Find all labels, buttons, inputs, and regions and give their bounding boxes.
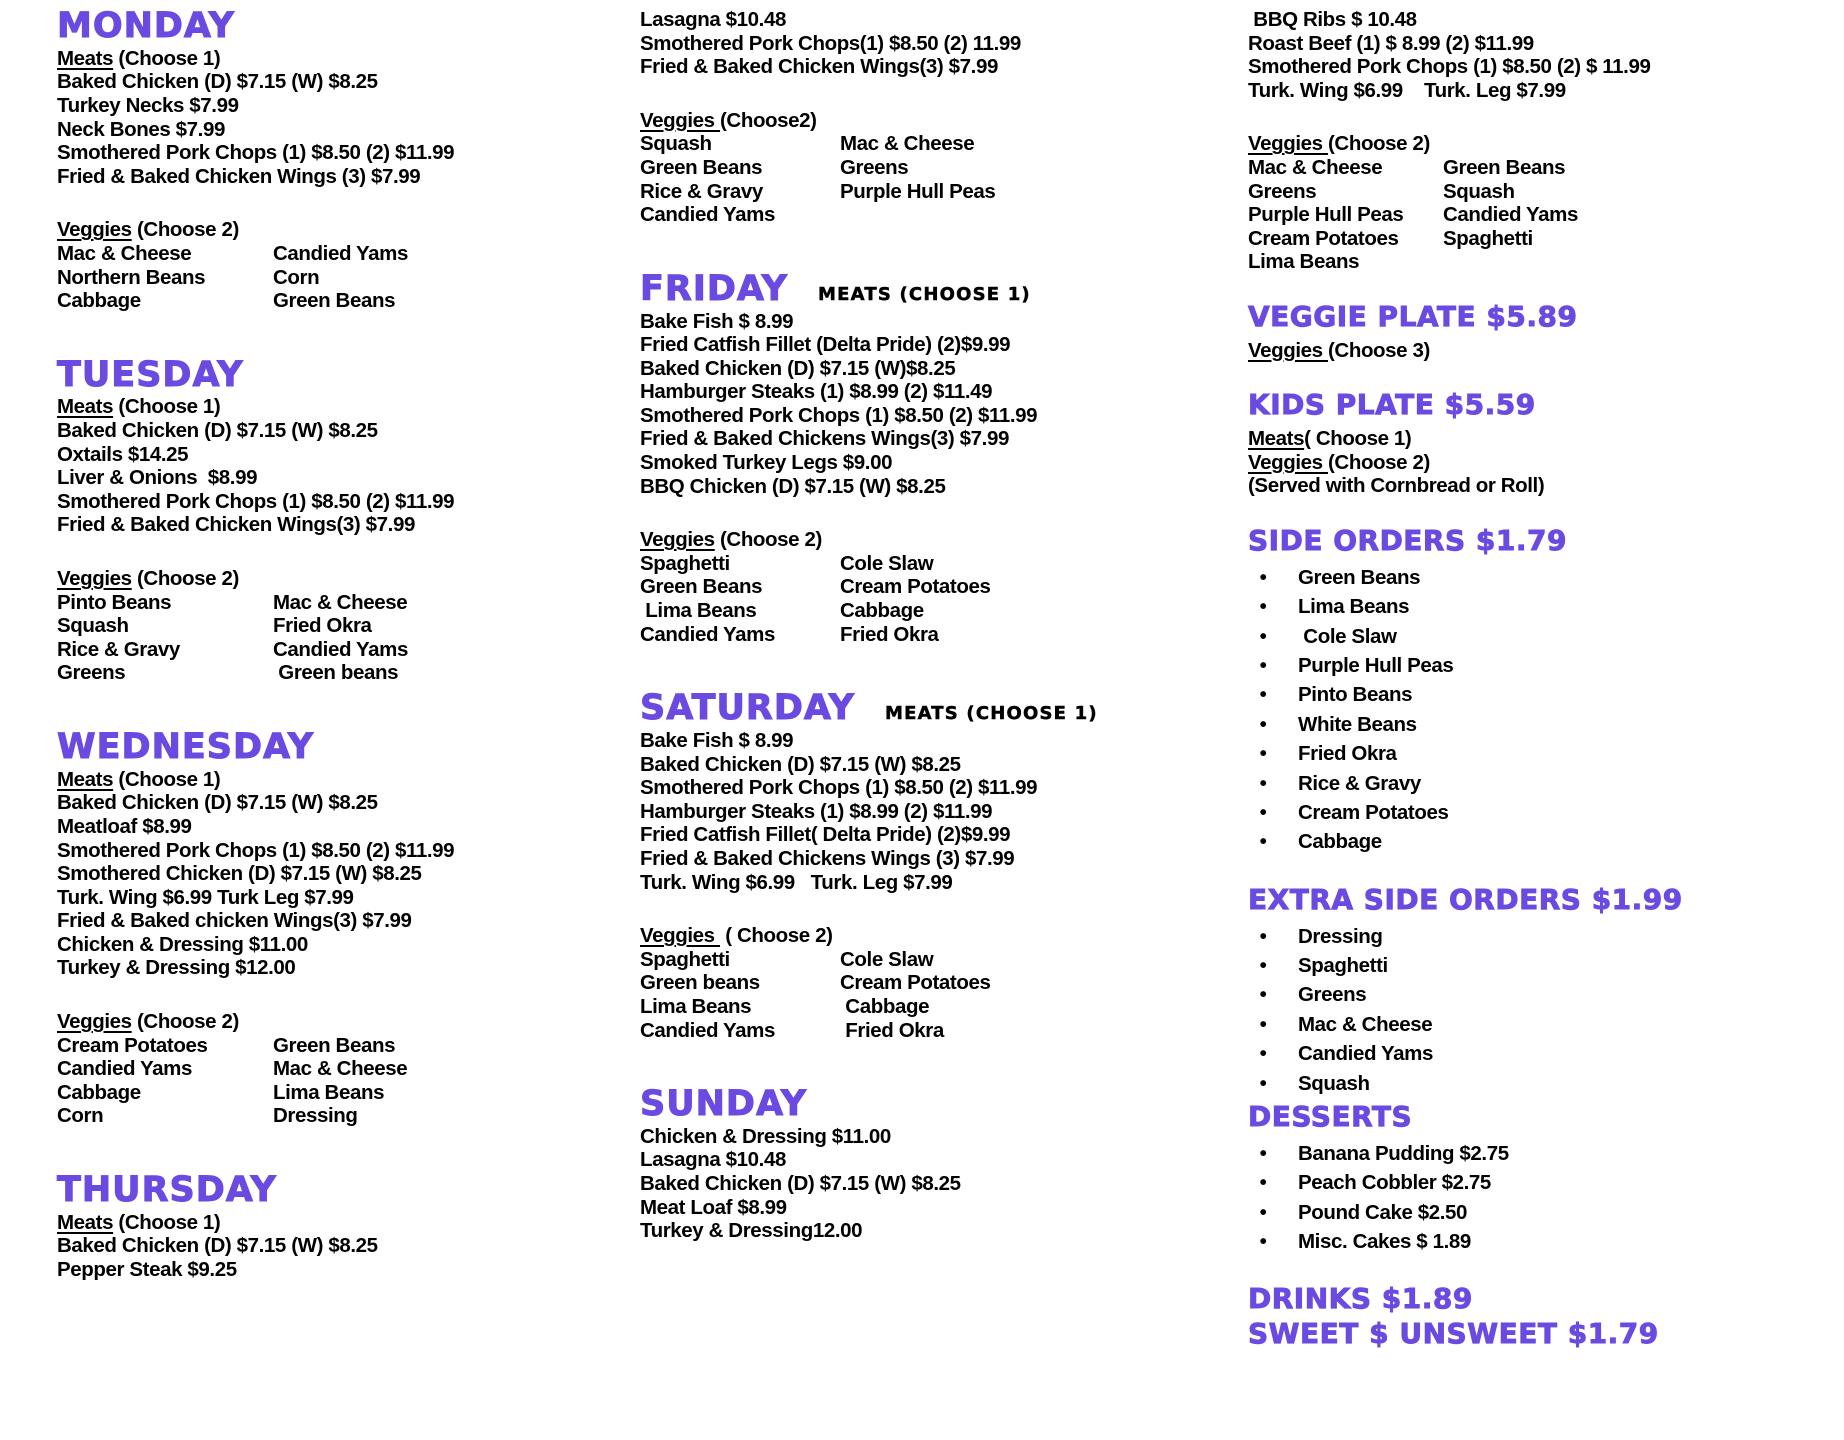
bullet-item-text: Mac & Cheese <box>1298 1012 1433 1036</box>
veggie-pair-row <box>57 1057 622 1081</box>
bullet-item <box>1248 1139 1828 1168</box>
veggie-pair-row <box>57 661 622 685</box>
day-section-monday <box>57 8 622 45</box>
menu-item: Fried & Baked Chickens Wings (3) $7.99 <box>640 846 1015 870</box>
bullet-item-text: Cream Potatoes <box>1298 800 1449 824</box>
veggie-pair-row <box>640 948 1230 972</box>
veggie-option: Purple Hull Peas <box>1248 203 1404 227</box>
group-label-row <box>640 109 1230 133</box>
bullet-item-text: Purple Hull Peas <box>1298 653 1454 677</box>
veggie-pair-row <box>640 575 1230 599</box>
bullet-item-text: Greens <box>1298 983 1367 1007</box>
group-label-row <box>57 47 622 71</box>
menu-section <box>640 528 1230 646</box>
veggie-option: Pinto Beans <box>57 590 172 614</box>
group-label-suffix: (Choose 1) <box>113 46 221 70</box>
veggie-option: Lima Beans <box>640 994 752 1018</box>
group-label: Veggies <box>57 1010 132 1034</box>
sub-section <box>1248 523 1828 557</box>
menu-item: Chicken & Dressing $11.00 <box>640 1124 891 1148</box>
bullet-item <box>1248 1039 1828 1068</box>
veggie-option: Green Beans <box>640 155 763 179</box>
menu-item: Turk. Wing $6.99 Turk. Leg $7.99 <box>640 870 953 894</box>
bullet-item-text: Squash <box>1298 1071 1370 1095</box>
menu-item: Roast Beef (1) $ 8.99 (2) $11.99 <box>1248 31 1534 55</box>
plate-info-line <box>1248 474 1828 498</box>
plate-info-text: (Choose 2) <box>1327 450 1430 474</box>
bullet-list <box>1248 1139 1828 1257</box>
menu-item: Turkey & Dressing12.00 <box>640 1219 863 1243</box>
bullet-item <box>1248 1010 1828 1039</box>
veggie-option: Cole Slaw <box>840 551 934 575</box>
bullet-item-text: Fried Okra <box>1298 742 1397 766</box>
bullet-icon: • <box>1259 1012 1267 1036</box>
group-label-suffix: (Choose 2) <box>131 567 239 590</box>
sub-section <box>1248 1319 1828 1350</box>
bullet-icon: • <box>1259 1071 1267 1095</box>
bullet-item <box>1248 1227 1828 1256</box>
veggie-option: Lima Beans <box>1248 250 1360 274</box>
veggie-option: Northern Beans <box>57 265 206 289</box>
bullet-icon: • <box>1259 1200 1267 1224</box>
bullet-icon: • <box>1259 771 1267 795</box>
group-label-suffix: (Choose 2) <box>1327 132 1430 156</box>
bullet-icon: • <box>1259 924 1267 948</box>
group-label-row <box>57 1211 622 1235</box>
veggie-option: Candied Yams <box>640 203 775 227</box>
group-label: Veggies <box>640 528 715 552</box>
plate-info-text: (Choose 3) <box>1327 338 1430 362</box>
menu-item: Bake Fish $ 8.99 <box>640 309 794 333</box>
menu-item: Turkey & Dressing $12.00 <box>57 956 296 980</box>
menu-item: Turk. Wing $6.99 Turk Leg $7.99 <box>57 885 354 909</box>
group-label-suffix: ( Choose 2) <box>719 924 833 948</box>
menu-section <box>57 567 622 685</box>
menu-item: Fried Catfish Fillet( Delta Pride) (2)$9.99 <box>640 823 1011 847</box>
section-heading-drinks-1-89: DRINKS $1.89 <box>1248 1282 1473 1316</box>
bullet-icon: • <box>1259 983 1267 1007</box>
veggie-pair-row <box>57 1104 622 1128</box>
group-label: Veggies <box>57 567 132 590</box>
day-section-saturday <box>640 690 1230 727</box>
veggie-option: Cream Potatoes <box>57 1033 208 1057</box>
day-heading-friday: FRIDAY <box>640 268 789 309</box>
veggie-pair-row <box>1248 156 1828 180</box>
group-label-suffix: (Choose 1) <box>113 1210 221 1234</box>
veggie-pair-row <box>1248 180 1828 204</box>
bullet-item-text: Banana Pudding $2.75 <box>1298 1141 1509 1165</box>
menu-item: Baked Chicken (D) $7.15 (W) $8.25 <box>57 70 378 94</box>
menu-item: BBQ Chicken (D) $7.15 (W) $8.25 <box>640 474 946 498</box>
menu-item: Oxtails $14.25 <box>57 442 189 466</box>
veggie-option: Squash <box>640 132 712 156</box>
menu-section <box>57 1010 622 1128</box>
day-section-thursday <box>57 1172 622 1209</box>
bullet-item <box>1248 592 1828 621</box>
veggie-option: Mac & Cheese <box>1248 155 1383 179</box>
veggie-option: Cabbage <box>57 289 141 313</box>
veggie-pair-row <box>640 599 1230 623</box>
menu-item: Turkey Necks $7.99 <box>57 93 239 117</box>
menu-item: Baked Chicken (D) $7.15 (W)$8.25 <box>640 356 956 380</box>
bullet-list <box>1248 922 1828 1098</box>
sub-section <box>1248 299 1828 333</box>
menu-section <box>57 395 622 537</box>
day-heading-thursday: THURSDAY <box>57 1170 277 1211</box>
menu-item: Chicken & Dressing $11.00 <box>57 932 308 956</box>
bullet-item <box>1248 798 1828 827</box>
group-label-row <box>57 395 622 419</box>
veggie-pair-row <box>57 591 622 615</box>
veggie-option: Corn <box>57 1104 104 1128</box>
veggie-option: Fried Okra <box>840 1018 944 1042</box>
veggie-pair-row <box>640 552 1230 576</box>
bullet-icon: • <box>1259 565 1267 589</box>
menu-item: Turk. Wing $6.99 Turk. Leg $7.99 <box>1248 78 1566 102</box>
plate-info-text: ( Choose 1) <box>1304 427 1412 451</box>
day-heading-tuesday: TUESDAY <box>57 354 244 395</box>
menu-item: Smothered Pork Chops (1) $8.50 (2) $ 11.99 <box>1248 55 1651 79</box>
plate-info-line <box>1248 451 1828 475</box>
veggie-option: Cream Potatoes <box>1248 226 1399 250</box>
meats-choose-inline-label: MEATS (CHOOSE 1) <box>818 283 1031 305</box>
veggie-option: Spaghetti <box>1443 226 1533 250</box>
menu-section <box>57 1211 622 1282</box>
veggie-option: Green beans <box>273 661 399 685</box>
veggie-option: Squash <box>57 614 129 638</box>
veggie-pair-row <box>1248 250 1828 274</box>
bullet-icon: • <box>1259 800 1267 824</box>
sub-section <box>1248 1284 1828 1315</box>
veggie-option: Mac & Cheese <box>273 1057 408 1081</box>
section-heading-side-orders-1-79: SIDE ORDERS $1.79 <box>1248 523 1567 557</box>
veggie-option: Green Beans <box>1443 155 1566 179</box>
bullet-item-text: Green Beans <box>1298 565 1421 589</box>
sub-section <box>1248 1102 1828 1133</box>
veggie-option: Spaghetti <box>640 551 730 575</box>
veggie-pair-row <box>640 995 1230 1019</box>
day-heading-monday: MONDAY <box>57 6 236 46</box>
menu-section <box>640 8 1230 79</box>
menu-item: Fried & Baked Chicken Wings (3) $7.99 <box>57 164 421 188</box>
group-label: Meats <box>57 46 114 70</box>
veggie-option: Cream Potatoes <box>840 575 991 599</box>
veggie-option: Green beans <box>640 971 760 995</box>
veggie-option: Green Beans <box>273 1033 396 1057</box>
menu-item: Smothered Pork Chops (1) $8.50 (2) $11.99 <box>640 776 1038 800</box>
group-label-suffix: (Choose 2) <box>131 1010 239 1034</box>
menu-item: Hamburger Steaks (1) $8.99 (2) $11.99 <box>640 799 993 823</box>
group-label-row <box>640 528 1230 552</box>
bullet-item <box>1248 710 1828 739</box>
menu-item: Smothered Pork Chops (1) $8.50 (2) $11.99 <box>57 141 455 165</box>
bullet-item-text: Cole Slaw <box>1298 624 1397 648</box>
menu-column-middle <box>640 8 1230 1243</box>
plate-info-line <box>1248 427 1828 451</box>
bullet-item <box>1248 1168 1828 1197</box>
group-label-suffix: (Choose2) <box>719 108 817 132</box>
group-label-row <box>57 567 622 591</box>
bullet-item-text: Pinto Beans <box>1298 683 1413 707</box>
group-label-row <box>57 1010 622 1034</box>
plate-info-text: (Served with Cornbread or Roll) <box>1248 474 1545 498</box>
section-heading-desserts: DESSERTS <box>1248 1100 1413 1133</box>
veggie-pair-row <box>640 623 1230 647</box>
bullet-item-text: Cabbage <box>1298 830 1382 854</box>
bullet-icon: • <box>1259 683 1267 707</box>
menu-section <box>1248 427 1828 498</box>
veggie-pair-row <box>57 289 622 313</box>
veggie-option: Candied Yams <box>640 1018 775 1042</box>
bullet-list <box>1248 563 1828 857</box>
veggie-option: Green Beans <box>640 575 763 599</box>
bullet-item-text: Pound Cake $2.50 <box>1298 1200 1468 1224</box>
group-label-suffix: (Choose 1) <box>113 395 221 419</box>
bullet-item-text: White Beans <box>1298 712 1417 736</box>
bullet-item-text: Candied Yams <box>1298 1042 1433 1066</box>
menu-item: Baked Chicken (D) $7.15 (W) $8.25 <box>57 419 378 443</box>
menu-section <box>640 729 1230 894</box>
menu-item: Fried & Baked chicken Wings(3) $7.99 <box>57 909 412 933</box>
day-section-sunday <box>640 1086 1230 1123</box>
group-label-row <box>57 768 622 792</box>
veggie-option: Candied Yams <box>1443 203 1578 227</box>
veggie-option: Greens <box>840 155 909 179</box>
menu-item: Baked Chicken (D) $7.15 (W) $8.25 <box>640 1172 961 1196</box>
veggie-option: Mac & Cheese <box>840 132 975 156</box>
day-heading-saturday: SATURDAY <box>640 688 855 729</box>
section-heading-veggie-plate-5-89: VEGGIE PLATE $5.89 <box>1248 299 1578 333</box>
bullet-icon: • <box>1259 712 1267 736</box>
group-label: Veggies <box>57 218 132 242</box>
section-heading-extra-side-orders-1-99: EXTRA SIDE ORDERS $1.99 <box>1248 882 1683 916</box>
veggie-pair-row <box>640 1019 1230 1043</box>
veggie-option: Cream Potatoes <box>840 971 991 995</box>
menu-item: Baked Chicken (D) $7.15 (W) $8.25 <box>57 1234 378 1258</box>
bullet-item <box>1248 769 1828 798</box>
veggie-option: Green Beans <box>273 289 396 313</box>
veggie-option: Cabbage <box>840 599 924 623</box>
veggie-option: Cabbage <box>57 1080 141 1104</box>
menu-section <box>1248 132 1828 274</box>
menu-section <box>57 47 622 189</box>
menu-item: BBQ Ribs $ 10.48 <box>1248 8 1417 31</box>
menu-item: Fried & Baked Chickens Wings(3) $7.99 <box>640 427 1009 451</box>
menu-section <box>640 310 1230 499</box>
day-heading-sunday: SUNDAY <box>640 1084 808 1125</box>
group-label-row <box>57 218 622 242</box>
menu-item: Neck Bones $7.99 <box>57 117 225 141</box>
plate-info-label: Veggies <box>1248 450 1328 474</box>
veggie-option: Candied Yams <box>273 637 408 661</box>
veggie-pair-row <box>57 242 622 266</box>
menu-item: Meatloaf $8.99 <box>57 814 192 838</box>
veggie-option: Candied Yams <box>640 622 775 646</box>
veggie-pair-row <box>57 1034 622 1058</box>
veggie-pair-row <box>640 971 1230 995</box>
bullet-icon: • <box>1259 624 1267 648</box>
veggie-option: Candied Yams <box>273 241 408 265</box>
menu-item: Smothered Pork Chops (1) $8.50 (2) $11.99 <box>57 489 455 513</box>
plate-info-label: Veggies <box>1248 338 1328 362</box>
section-heading-kids-plate-5-59: KIDS PLATE $5.59 <box>1248 388 1536 422</box>
bullet-item <box>1248 1198 1828 1227</box>
menu-column-right <box>1248 8 1828 1350</box>
menu-item: Pepper Steak $9.25 <box>57 1257 237 1281</box>
group-label: Veggies <box>1248 132 1328 156</box>
bullet-item-text: Peach Cobbler $2.75 <box>1298 1171 1491 1195</box>
bullet-item-text: Dressing <box>1298 924 1383 948</box>
bullet-icon: • <box>1259 1230 1267 1254</box>
group-label: Veggies <box>640 108 720 132</box>
group-label-suffix: (Choose 2) <box>714 528 822 552</box>
veggie-pair-row <box>57 266 622 290</box>
bullet-item-text: Lima Beans <box>1298 595 1410 619</box>
veggie-pair-row <box>640 132 1230 156</box>
veggie-option: Fried Okra <box>273 614 372 638</box>
menu-item: Lasagna $10.48 <box>640 8 786 31</box>
group-label: Meats <box>57 395 114 419</box>
bullet-item-text: Spaghetti <box>1298 953 1388 977</box>
menu-section <box>57 768 622 980</box>
veggie-option: Mac & Cheese <box>57 241 192 265</box>
menu-item: Lasagna $10.48 <box>640 1148 786 1172</box>
group-label-row <box>640 924 1230 948</box>
bullet-item <box>1248 651 1828 680</box>
day-heading-wednesday: WEDNESDAY <box>57 726 315 767</box>
veggie-option: Lima Beans <box>640 599 757 623</box>
bullet-item <box>1248 1069 1828 1098</box>
meats-choose-inline-label: MEATS (CHOOSE 1) <box>884 703 1098 725</box>
menu-item: Fried & Baked Chicken Wings(3) $7.99 <box>640 55 998 79</box>
veggie-option: Rice & Gravy <box>57 637 180 661</box>
bullet-item <box>1248 739 1828 768</box>
veggie-pair-row <box>1248 227 1828 251</box>
bullet-item <box>1248 922 1828 951</box>
menu-section <box>640 1125 1230 1243</box>
plate-info-label: Meats <box>1248 427 1305 451</box>
veggie-pair-row <box>57 1081 622 1105</box>
veggie-pair-row <box>57 638 622 662</box>
bullet-item-text: Rice & Gravy <box>1298 771 1421 795</box>
menu-item: Hamburger Steaks (1) $8.99 (2) $11.49 <box>640 380 993 404</box>
menu-item: Smothered Pork Chops(1) $8.50 (2) 11.99 <box>640 31 1021 55</box>
group-label: Veggies <box>640 924 720 948</box>
veggie-pair-row <box>640 203 1230 227</box>
veggie-pair-row <box>640 180 1230 204</box>
veggie-option: Cole Slaw <box>840 947 934 971</box>
menu-item: Smothered Chicken (D) $7.15 (W) $8.25 <box>57 862 422 886</box>
menu-item: Liver & Onions $8.99 <box>57 466 258 490</box>
bullet-icon: • <box>1259 830 1267 854</box>
veggie-option: Corn <box>273 265 320 289</box>
veggie-pair-row <box>1248 203 1828 227</box>
veggie-option: Candied Yams <box>57 1057 192 1081</box>
bullet-icon: • <box>1259 1171 1267 1195</box>
bullet-item <box>1248 680 1828 709</box>
veggie-pair-row <box>57 614 622 638</box>
group-label: Meats <box>57 767 114 791</box>
bullet-item <box>1248 951 1828 980</box>
group-label-suffix: (Choose 2) <box>131 218 239 242</box>
menu-item: Fried Catfish Fillet (Delta Pride) (2)$9.99 <box>640 333 1011 357</box>
veggie-option: Lima Beans <box>273 1080 385 1104</box>
menu-column-left <box>57 8 622 1282</box>
bullet-icon: • <box>1259 1141 1267 1165</box>
menu-section <box>1248 339 1828 363</box>
menu-item: Fried & Baked Chicken Wings(3) $7.99 <box>57 513 415 537</box>
menu-item: Baked Chicken (D) $7.15 (W) $8.25 <box>57 791 378 815</box>
menu-item: Smothered Pork Chops (1) $8.50 (2) $11.99 <box>640 403 1038 427</box>
veggie-option: Cabbage <box>840 994 930 1018</box>
menu-section <box>1248 8 1828 102</box>
menu-item: Baked Chicken (D) $7.15 (W) $8.25 <box>640 752 961 776</box>
bullet-icon: • <box>1259 953 1267 977</box>
bullet-item <box>1248 622 1828 651</box>
group-label-row <box>1248 132 1828 156</box>
menu-item: Smothered Pork Chops (1) $8.50 (2) $11.99 <box>57 838 455 862</box>
plate-info-line <box>1248 339 1828 363</box>
bullet-item-text: Misc. Cakes $ 1.89 <box>1298 1230 1471 1254</box>
group-label: Meats <box>57 1210 114 1234</box>
bullet-item <box>1248 563 1828 592</box>
bullet-icon: • <box>1259 653 1267 677</box>
veggie-option: Dressing <box>273 1104 358 1128</box>
bullet-icon: • <box>1259 742 1267 766</box>
menu-section <box>640 924 1230 1042</box>
menu-section <box>57 218 622 312</box>
sub-section <box>1248 882 1828 916</box>
veggie-pair-row <box>640 156 1230 180</box>
bullet-item <box>1248 827 1828 856</box>
menu-section <box>640 109 1230 227</box>
group-label-suffix: (Choose 1) <box>113 767 221 791</box>
day-section-tuesday <box>57 354 622 395</box>
veggie-option: Fried Okra <box>840 622 939 646</box>
bullet-icon: • <box>1259 1042 1267 1066</box>
veggie-option: Greens <box>57 661 126 685</box>
veggie-option: Greens <box>1248 179 1317 203</box>
veggie-option: Purple Hull Peas <box>840 179 996 203</box>
bullet-item <box>1248 980 1828 1009</box>
menu-item: Bake Fish $ 8.99 <box>640 728 794 752</box>
veggie-option: Squash <box>1443 179 1515 203</box>
sub-section <box>1248 390 1828 421</box>
veggie-option: Rice & Gravy <box>640 179 763 203</box>
menu-item: Smoked Turkey Legs $9.00 <box>640 451 893 475</box>
day-section-wednesday <box>57 726 622 767</box>
menu-item: Meat Loaf $8.99 <box>640 1195 787 1219</box>
section-heading-sweet-unsweet-1-79: SWEET $ UNSWEET $1.79 <box>1248 1317 1659 1351</box>
day-section-friday <box>640 268 1230 309</box>
bullet-icon: • <box>1259 595 1267 619</box>
veggie-option: Spaghetti <box>640 947 730 971</box>
veggie-option: Mac & Cheese <box>273 590 408 614</box>
